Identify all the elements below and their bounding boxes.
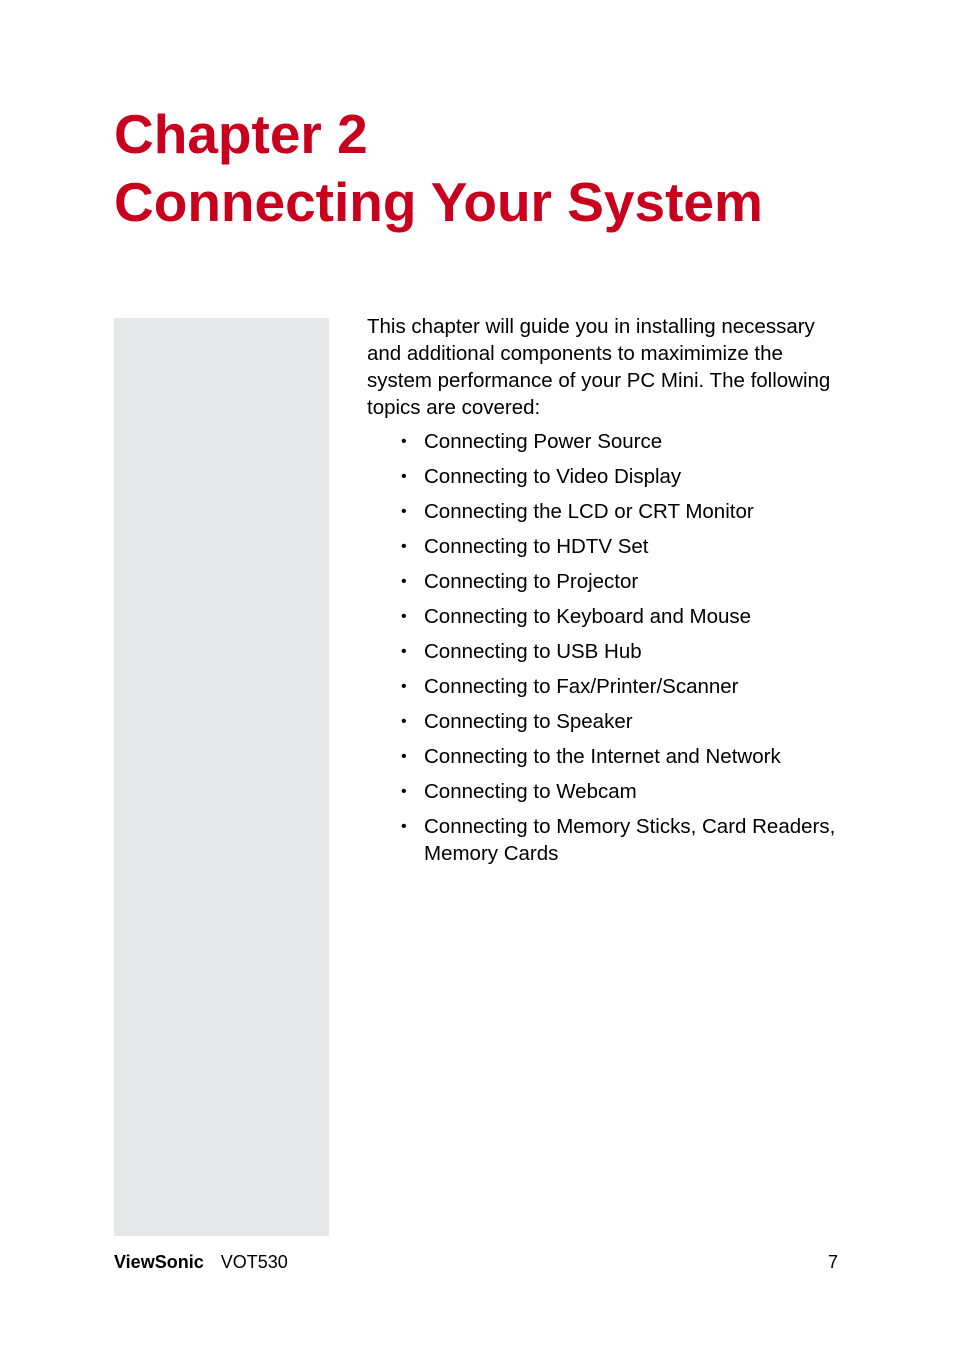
topic-label: Connecting to Fax/Printer/Scanner <box>424 675 739 698</box>
list-item <box>400 463 840 490</box>
page-number: 7 <box>827 1252 838 1272</box>
chapter-title <box>114 100 763 236</box>
bullet-icon: • <box>401 538 407 555</box>
topic-label: Connecting Power Source <box>424 430 663 453</box>
chapter-heading: Connecting Your System <box>114 171 763 233</box>
topic-label: Connecting the LCD or CRT Monitor <box>424 500 754 523</box>
chapter-number: Chapter 2 <box>114 103 368 165</box>
side-panel <box>114 318 329 1236</box>
list-item <box>400 568 840 595</box>
bullet-icon: • <box>401 713 407 730</box>
topic-label: Connecting to Speaker <box>424 710 633 733</box>
model-name: VOT530 <box>220 1252 288 1272</box>
topic-label: Connecting to HDTV Set <box>424 535 649 558</box>
topic-label: Connecting to USB Hub <box>424 640 642 663</box>
list-item <box>400 778 840 805</box>
topic-list <box>400 428 840 875</box>
bullet-icon: • <box>401 643 407 660</box>
list-item <box>400 428 840 455</box>
page-footer <box>114 1251 840 1273</box>
list-item <box>400 673 840 700</box>
brand-name: ViewSonic <box>114 1252 204 1272</box>
topic-label: Connecting to the Internet and Network <box>424 745 781 768</box>
list-item <box>400 743 840 770</box>
list-item <box>400 533 840 560</box>
list-item <box>400 813 840 867</box>
list-item <box>400 638 840 665</box>
bullet-icon: • <box>401 818 407 835</box>
bullet-icon: • <box>401 608 407 625</box>
list-item <box>400 708 840 735</box>
bullet-icon: • <box>401 783 407 800</box>
bullet-icon: • <box>401 678 407 695</box>
topic-label: Connecting to Video Display <box>424 465 682 488</box>
intro-paragraph: This chapter will guide you in installing necessary and additional components to maximimize the system performance of your PC Mini. The following topics are covered: <box>367 315 831 419</box>
topic-label: Connecting to Keyboard and Mouse <box>424 605 752 628</box>
list-item <box>400 498 840 525</box>
topic-label: Connecting to Memory Sticks, Card Readers, Memory Cards <box>424 815 836 865</box>
topic-label: Connecting to Webcam <box>424 780 637 803</box>
bullet-icon: • <box>401 468 407 485</box>
bullet-icon: • <box>401 433 407 450</box>
bullet-icon: • <box>401 748 407 765</box>
bullet-icon: • <box>401 503 407 520</box>
topic-label: Connecting to Projector <box>424 570 639 593</box>
list-item <box>400 603 840 630</box>
bullet-icon: • <box>401 573 407 590</box>
